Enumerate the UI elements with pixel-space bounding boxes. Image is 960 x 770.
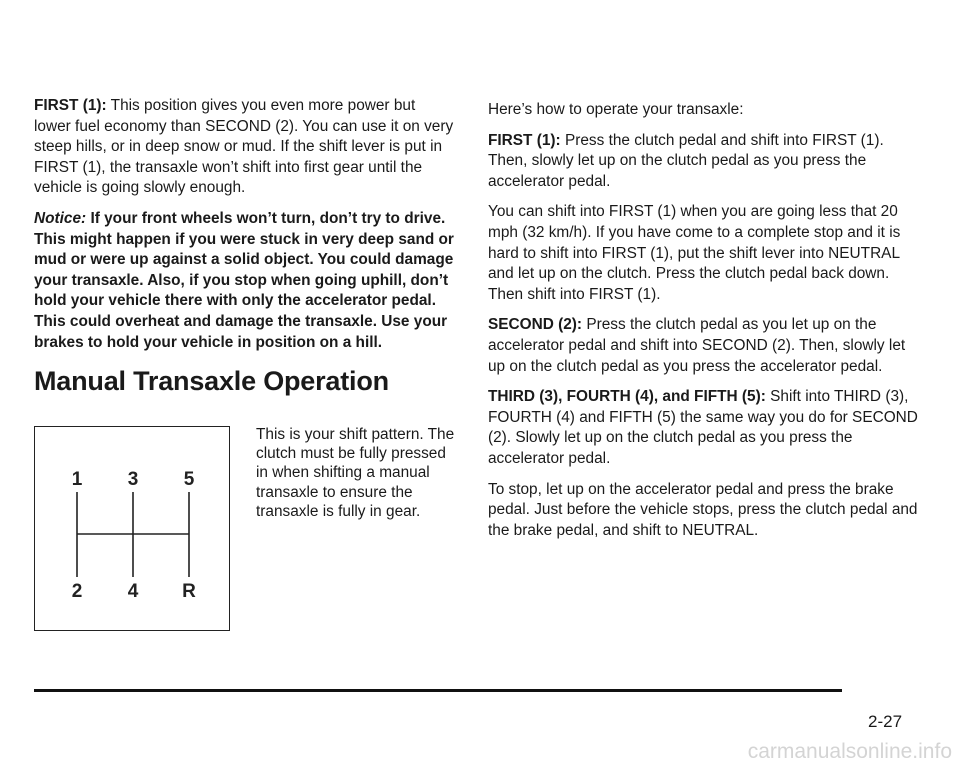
intro-paragraph: Here’s how to operate your transaxle:: [488, 101, 744, 118]
third-fourth-fifth-instructions: [488, 387, 918, 469]
gear-label-2: 2: [71, 581, 83, 602]
gear-label-4: 4: [127, 581, 139, 602]
gear-label-1: 1: [71, 469, 83, 490]
shift-pattern-text: This is your shift pattern. The clutch must be fully pressed in when shifting a manual transaxle to ensure the transaxle is fully in gear.: [256, 426, 455, 520]
page-number: 2-27: [868, 712, 903, 731]
shift-pattern-graphic: [35, 427, 231, 632]
second-gear-instructions: [488, 315, 918, 377]
shift-pattern-diagram: [34, 426, 230, 631]
right-column: [488, 100, 918, 551]
second-instructions-lead: SECOND (2):: [488, 316, 583, 334]
shift-pattern-caption: [256, 425, 456, 521]
first-gear-paragraph: [34, 96, 454, 199]
stopping-paragraph: To stop, let up on the accelerator pedal and press the brake pedal. Just before the vehicle stops, press the clutch pedal and the brake pedal, and shift to NEUTRAL.: [488, 480, 918, 539]
first-gear-instructions: [488, 131, 918, 193]
gear-label-5: 5: [183, 469, 195, 490]
notice-label: Notice:: [34, 209, 87, 227]
watermark: carmanualsonline.info: [747, 740, 952, 763]
first-gear-text: This position gives you even more power but lower fuel economy than SECOND (2). You can use it on very steep hills, or in deep snow or mud. If the shift lever is put in FIRST (1), the transaxle won’t shift into first gear until the vehicle is going slowly enough.: [34, 97, 454, 197]
gear-label-r: R: [182, 581, 196, 602]
footer-rule: [34, 689, 842, 692]
first-gear-lead: FIRST (1):: [34, 97, 107, 114]
shift-gate-lines: [35, 492, 189, 577]
notice-text: If your front wheels won’t turn, don’t try to drive. This might happen if you were stuck in very deep sand or mud or were up against a solid object. You could damage your transaxle. Also, if you stop when going uphill, don’t hold your vehicle there with only the accelerator pedal. This could overheat and damage the transaxle. Use your brakes to hold your vehicle in position on a hill.: [34, 209, 454, 351]
first-instructions-text: Press the clutch pedal and shift into FIRST (1). Then, slowly let up on the clutch pedal as you press the accelerator pedal.: [488, 131, 884, 190]
section-heading: Manual Transaxle Operation: [34, 366, 389, 396]
shift-into-first-paragraph: You can shift into FIRST (1) when you are going less that 20 mph (32 km/h). If you have come to a complete stop and it is hard to shift into FIRST (1), put the shift lever into NEUTRAL and let up on the clutch. Press the clutch pedal back down. Then shift into FIRST (1).: [488, 203, 901, 303]
gear-label-3: 3: [127, 469, 139, 490]
notice-paragraph: [34, 209, 454, 353]
third-instructions-text: Shift into THIRD (3), FOURTH (4) and FIFTH (5) the same way you do for SECOND (2). Slowly let up on the clutch pedal as you press the accelerator pedal.: [488, 388, 918, 467]
left-column: [34, 96, 454, 363]
second-instructions-text: Press the clutch pedal as you let up on the accelerator pedal and shift into SECOND (2). Then, slowly let up on the clutch pedal as you press the accelerator pedal.: [488, 316, 906, 375]
first-instructions-lead: FIRST (1):: [488, 131, 561, 149]
third-instructions-lead: THIRD (3), FOURTH (4), and FIFTH (5):: [488, 388, 766, 406]
